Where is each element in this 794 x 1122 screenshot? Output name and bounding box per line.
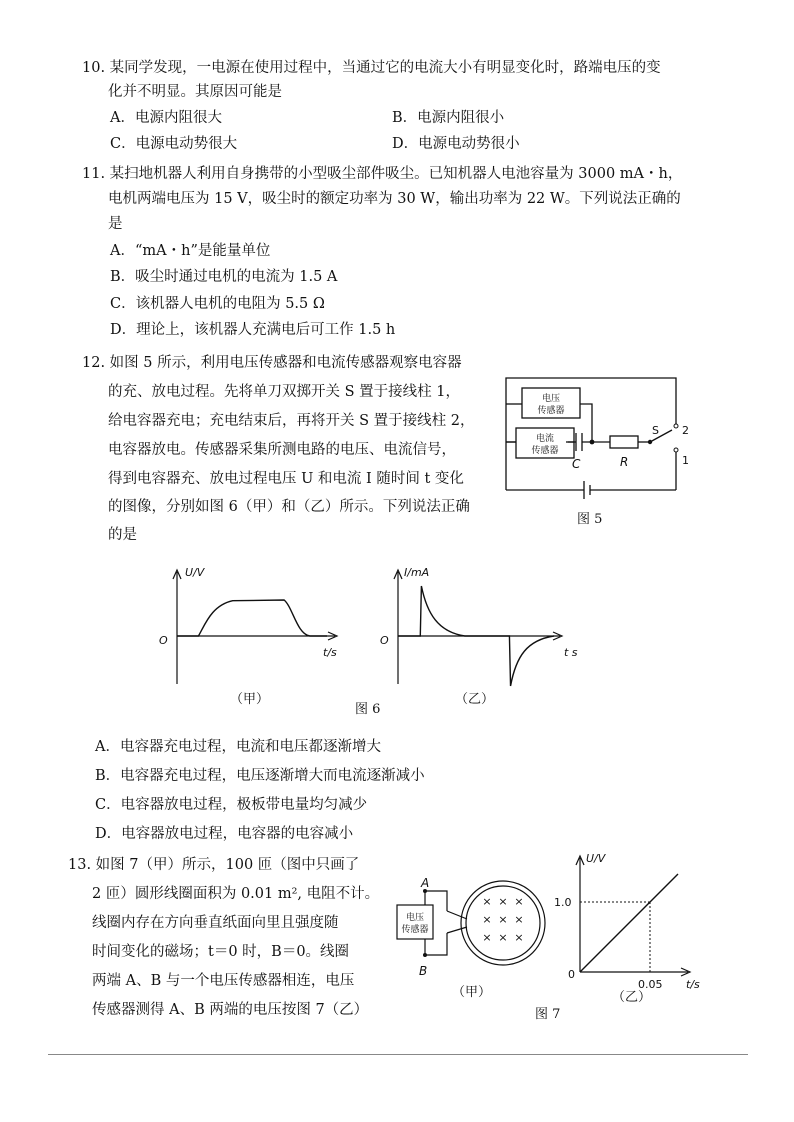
svg-text:×: × [482,931,492,944]
svg-text:×: × [482,895,492,908]
svg-text:×: × [514,895,524,908]
origin-label: 0 [568,968,575,981]
figure-6-right-chart [378,562,588,692]
q12-stem-line6: 的图像，分别如图 6（甲）和（乙）所示。下列说法正确 [108,499,470,515]
q10-option-d: D．电源电动势很小 [392,136,520,152]
voltage-curve [177,600,327,636]
terminal-2-dot [674,424,678,428]
y-axis-label: U/V [586,852,606,865]
q12-option-b: B．电容器充电过程，电压逐渐增大而电流逐渐减小 [95,768,425,784]
switch-label: S [652,424,659,437]
q10-stem-line2: 化并不明显。其原因可能是 [108,84,282,100]
svg-text:×: × [482,913,492,926]
terminal-1-dot [674,448,678,452]
q10-option-c: C．电源电动势很大 [110,136,238,152]
figure-6-caption: 图 6 [355,702,381,717]
q13-stem-line1 [68,857,359,874]
q12-text-1: 如图 5 所示，利用电压传感器和电流传感器观察电容器 [109,355,462,371]
svg-text:×: × [498,895,508,908]
y-tick-label: 1.0 [554,896,572,909]
figure-5-circuit [500,370,700,505]
wire-a-coil [447,911,467,919]
q13-stem-line3: 线圈内存在方向垂直纸面向里且强度随 [92,915,339,931]
sensor-label-1: 电压 [405,913,425,923]
q12-number: 12. [82,355,106,371]
voltage-sensor-label-1: 电压 [541,394,561,404]
junction-dot [590,440,595,445]
svg-text:×: × [498,913,508,926]
q11-text-1: 某扫地机器人利用自身携带的小型吸尘部件吸尘。已知机器人电池容量为 3000 mA・h， [109,166,683,182]
figure-7-left-diagram [395,875,565,985]
q13-text-1: 如图 7（甲）所示，100 匝（图中只画了 [95,857,360,873]
figure-6-right-sub: （乙） [455,692,495,707]
x-axis-label: t/s [686,978,700,991]
magnetic-field-crosses [482,895,523,944]
q13-stem-line4: 时间变化的磁场；t＝0 时，B＝0。线圈 [92,944,350,960]
q12-option-d: D．电容器放电过程，电容器的电容减小 [95,826,354,842]
q11-option-b: B．吸尘时通过电机的电流为 1.5 A [110,269,338,285]
q12-stem-line3: 给电容器充电；充电结束后，再将开关 S 置于接线柱 2， [108,413,475,429]
switch-pivot [648,440,652,444]
figure-7-left-sub: （甲） [452,985,492,1000]
q12-option-a: A．电容器充电过程，电流和电压都逐渐增大 [95,739,381,755]
q12-stem-line2: 的充、放电过程。先将单刀双掷开关 S 置于接线柱 1， [108,384,460,400]
sensor-label-2: 传感器 [401,925,429,935]
x-tick-label: 0.05 [638,978,663,991]
terminal-b-dot [423,953,427,957]
wire-b-coil [447,927,467,933]
q12-option-c: C．电容器放电过程，极板带电量均匀减少 [95,797,368,813]
q11-stem-line3: 是 [108,216,123,232]
y-axis-label: I/mA [404,566,430,579]
q10-stem-line1 [82,60,661,77]
q12-stem-line4: 电容器放电。传感器采集所测电路的电压、电流信号， [108,442,456,458]
current-sensor-label-1: 电流 [535,434,555,444]
q11-stem-line2: 电机两端电压为 15 V，吸尘时的额定功率为 30 W，输出功率为 22 W。下列说法正确的 [108,191,681,207]
svg-text:×: × [498,931,508,944]
resistor [610,436,638,448]
origin-label: O [380,634,389,647]
q11-stem-line1 [82,166,682,183]
current-sensor-label-2: 传感器 [531,446,559,456]
figure-6-left-chart [155,562,350,692]
q12-stem-line1 [82,355,462,372]
terminal-1-label: 1 [682,454,689,467]
q13-number: 13. [68,857,92,873]
q11-number: 11. [82,166,106,182]
resistor-label: R [620,455,629,469]
q11-option-d: D．理论上，该机器人充满电后可工作 1.5 h [110,322,396,338]
x-axis-label: t s [564,646,578,659]
y-axis-label: U/V [185,566,205,579]
q13-stem-line5: 两端 A、B 与一个电压传感器相连，电压 [92,973,355,989]
q11-option-c: C．该机器人电机的电阻为 5.5 Ω [110,296,325,312]
figure-7-right-chart [554,848,710,991]
q10-number: 10. [82,60,106,76]
q10-option-a: A．电源内阻很大 [110,110,222,126]
q10-option-b: B．电源内阻很小 [392,110,505,126]
capacitor-label: C [572,457,581,471]
q10-text-1: 某同学发现，一电源在使用过程中，当通过它的电流大小有明显变化时，路端电压的变 [109,60,661,76]
q13-stem-line6: 传感器测得 A、B 两端的电压按图 7（乙） [92,1002,369,1018]
q12-stem-line7: 的是 [108,527,137,543]
label-b: B [419,964,428,978]
figure-6-left-sub: （甲） [230,692,270,707]
figure-7-right-sub: （乙） [612,990,652,1005]
q11-option-a: A．“mA・h”是能量单位 [110,243,271,259]
origin-label: O [159,634,168,647]
q12-stem-line5: 得到电容器充、放电过程电压 U 和电流 I 随时间 t 变化 [108,471,464,487]
voltage-sensor-label-2: 传感器 [537,406,565,416]
terminal-2-label: 2 [682,424,689,437]
figure-5-caption: 图 5 [577,512,603,527]
svg-text:×: × [514,931,524,944]
q13-stem-line2: 2 匝）圆形线圈面积为 0.01 m², 电阻不计。 [92,886,380,902]
x-axis-label: t/s [323,646,337,659]
svg-text:×: × [514,913,524,926]
figure-7-caption: 图 7 [535,1007,561,1022]
label-a: A [421,876,430,890]
footer-rule [48,1054,748,1055]
voltage-line [580,874,678,972]
